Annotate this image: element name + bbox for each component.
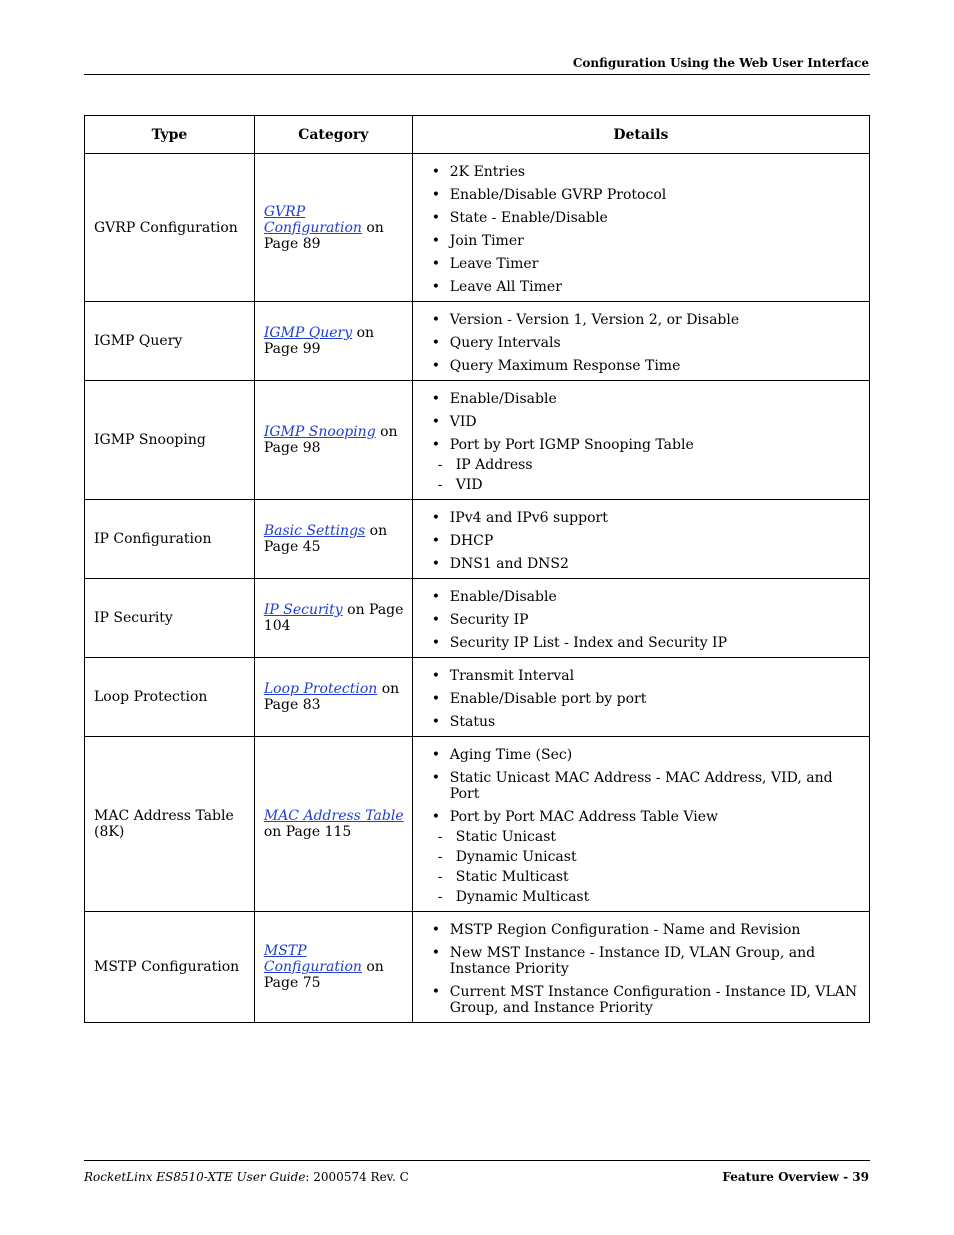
category-cell bbox=[254, 912, 412, 1023]
type-cell: MAC Address Table (8K) bbox=[85, 737, 255, 912]
category-cell bbox=[254, 302, 412, 381]
details-cell bbox=[412, 579, 869, 658]
details-list bbox=[423, 391, 861, 453]
running-header: Configuration Using the Web User Interface bbox=[572, 56, 869, 70]
category-link[interactable]: IGMP Snooping bbox=[263, 424, 376, 440]
type-cell: GVRP Configuration bbox=[85, 154, 255, 302]
details-list bbox=[423, 164, 861, 295]
detail-item: • Query Maximum Response Time bbox=[423, 358, 861, 374]
type-cell: IGMP Snooping bbox=[85, 381, 255, 500]
detail-item: • Enable/Disable bbox=[423, 391, 861, 407]
details-list bbox=[423, 668, 861, 730]
detail-item: • Enable/Disable port by port bbox=[423, 691, 861, 707]
sub-detail-item: - Dynamic Multicast bbox=[423, 889, 861, 905]
table-row bbox=[85, 302, 870, 381]
detail-item: • New MST Instance - Instance ID, VLAN Group, and Instance Priority bbox=[423, 945, 861, 977]
details-cell bbox=[412, 500, 869, 579]
footer-rule bbox=[84, 1160, 870, 1161]
details-cell bbox=[412, 737, 869, 912]
detail-item: • DHCP bbox=[423, 533, 861, 549]
category-cell bbox=[254, 658, 412, 737]
detail-item: • Status bbox=[423, 714, 861, 730]
sub-detail-item: - VID bbox=[423, 477, 861, 493]
table-row bbox=[85, 381, 870, 500]
category-cell bbox=[254, 500, 412, 579]
footer-doc-number: : 2000574 Rev. C bbox=[305, 1170, 409, 1184]
page-reference: on Page 99 bbox=[263, 325, 375, 357]
table-row bbox=[85, 154, 870, 302]
category-link[interactable]: Loop Protection bbox=[263, 681, 378, 697]
details-list bbox=[423, 747, 861, 825]
details-list bbox=[423, 589, 861, 651]
detail-item: • MSTP Region Configuration - Name and Revision bbox=[423, 922, 861, 938]
category-cell bbox=[254, 154, 412, 302]
category-link[interactable]: MSTP Configuration bbox=[263, 943, 362, 975]
detail-item: • State - Enable/Disable bbox=[423, 210, 861, 226]
table-row bbox=[85, 658, 870, 737]
detail-item: • Leave All Timer bbox=[423, 279, 861, 295]
detail-item: • Port by Port MAC Address Table View bbox=[423, 809, 861, 825]
sub-detail-item: - Static Multicast bbox=[423, 869, 861, 885]
type-cell: MSTP Configuration bbox=[85, 912, 255, 1023]
type-cell: IP Configuration bbox=[85, 500, 255, 579]
detail-item: • Leave Timer bbox=[423, 256, 861, 272]
details-cell bbox=[412, 154, 869, 302]
type-cell: IGMP Query bbox=[85, 302, 255, 381]
category-cell bbox=[254, 579, 412, 658]
details-list bbox=[423, 312, 861, 374]
footer-guide-reference bbox=[84, 1170, 409, 1184]
detail-item: • 2K Entries bbox=[423, 164, 861, 180]
column-header-category: Category bbox=[254, 116, 412, 154]
details-list bbox=[423, 510, 861, 572]
category-link[interactable]: MAC Address Table bbox=[263, 808, 404, 824]
detail-item: • Port by Port IGMP Snooping Table bbox=[423, 437, 861, 453]
page-reference: on Page 89 bbox=[263, 219, 384, 252]
table-row bbox=[85, 912, 870, 1023]
page-reference: on Page 115 bbox=[263, 824, 352, 840]
table-header-row bbox=[85, 116, 870, 154]
detail-item: • IPv4 and IPv6 support bbox=[423, 510, 861, 526]
footer-guide-title: RocketLinx ES8510-XTE User Guide bbox=[84, 1170, 306, 1184]
category-link[interactable]: Basic Settings bbox=[263, 523, 366, 539]
page-reference: on Page 104 bbox=[263, 602, 404, 634]
detail-item: • DNS1 and DNS2 bbox=[423, 556, 861, 572]
detail-item: • Static Unicast MAC Address - MAC Address, VID, and Port bbox=[423, 770, 861, 802]
detail-item: • VID bbox=[423, 414, 861, 430]
category-link[interactable]: IP Security bbox=[263, 602, 343, 618]
page-reference: on Page 75 bbox=[263, 959, 384, 991]
detail-item: • Version - Version 1, Version 2, or Disable bbox=[423, 312, 861, 328]
sub-detail-item: - IP Address bbox=[423, 457, 861, 473]
category-cell bbox=[254, 381, 412, 500]
table-body bbox=[85, 154, 870, 1023]
details-list bbox=[423, 922, 861, 1016]
details-cell bbox=[412, 381, 869, 500]
footer-page-label: Feature Overview - 39 bbox=[722, 1170, 869, 1184]
category-cell bbox=[254, 737, 412, 912]
page-reference: on Page 98 bbox=[263, 424, 398, 456]
detail-item: • Security IP bbox=[423, 612, 861, 628]
detail-item: • Join Timer bbox=[423, 233, 861, 249]
category-link[interactable]: IGMP Query bbox=[263, 325, 353, 341]
header-rule bbox=[84, 74, 870, 75]
feature-table bbox=[84, 115, 870, 1023]
table-row bbox=[85, 579, 870, 658]
page-reference: on Page 45 bbox=[263, 523, 388, 555]
column-header-type: Type bbox=[85, 116, 255, 154]
table-row bbox=[85, 737, 870, 912]
sub-detail-item: - Static Unicast bbox=[423, 829, 861, 845]
details-cell bbox=[412, 658, 869, 737]
detail-item: • Enable/Disable bbox=[423, 589, 861, 605]
details-cell bbox=[412, 912, 869, 1023]
table-row bbox=[85, 500, 870, 579]
type-cell: Loop Protection bbox=[85, 658, 255, 737]
detail-item: • Aging Time (Sec) bbox=[423, 747, 861, 763]
detail-item: • Query Intervals bbox=[423, 335, 861, 351]
category-link[interactable]: GVRP Configuration bbox=[263, 203, 362, 236]
sub-details-list bbox=[423, 829, 861, 905]
sub-detail-item: - Dynamic Unicast bbox=[423, 849, 861, 865]
column-header-details: Details bbox=[412, 116, 869, 154]
sub-details-list bbox=[423, 457, 861, 493]
details-cell bbox=[412, 302, 869, 381]
type-cell: IP Security bbox=[85, 579, 255, 658]
detail-item: • Transmit Interval bbox=[423, 668, 861, 684]
detail-item: • Enable/Disable GVRP Protocol bbox=[423, 187, 861, 203]
page-reference: on Page 83 bbox=[263, 681, 400, 713]
detail-item: • Current MST Instance Configuration - Instance ID, VLAN Group, and Instance Priority bbox=[423, 984, 861, 1016]
detail-item: • Security IP List - Index and Security IP bbox=[423, 635, 861, 651]
